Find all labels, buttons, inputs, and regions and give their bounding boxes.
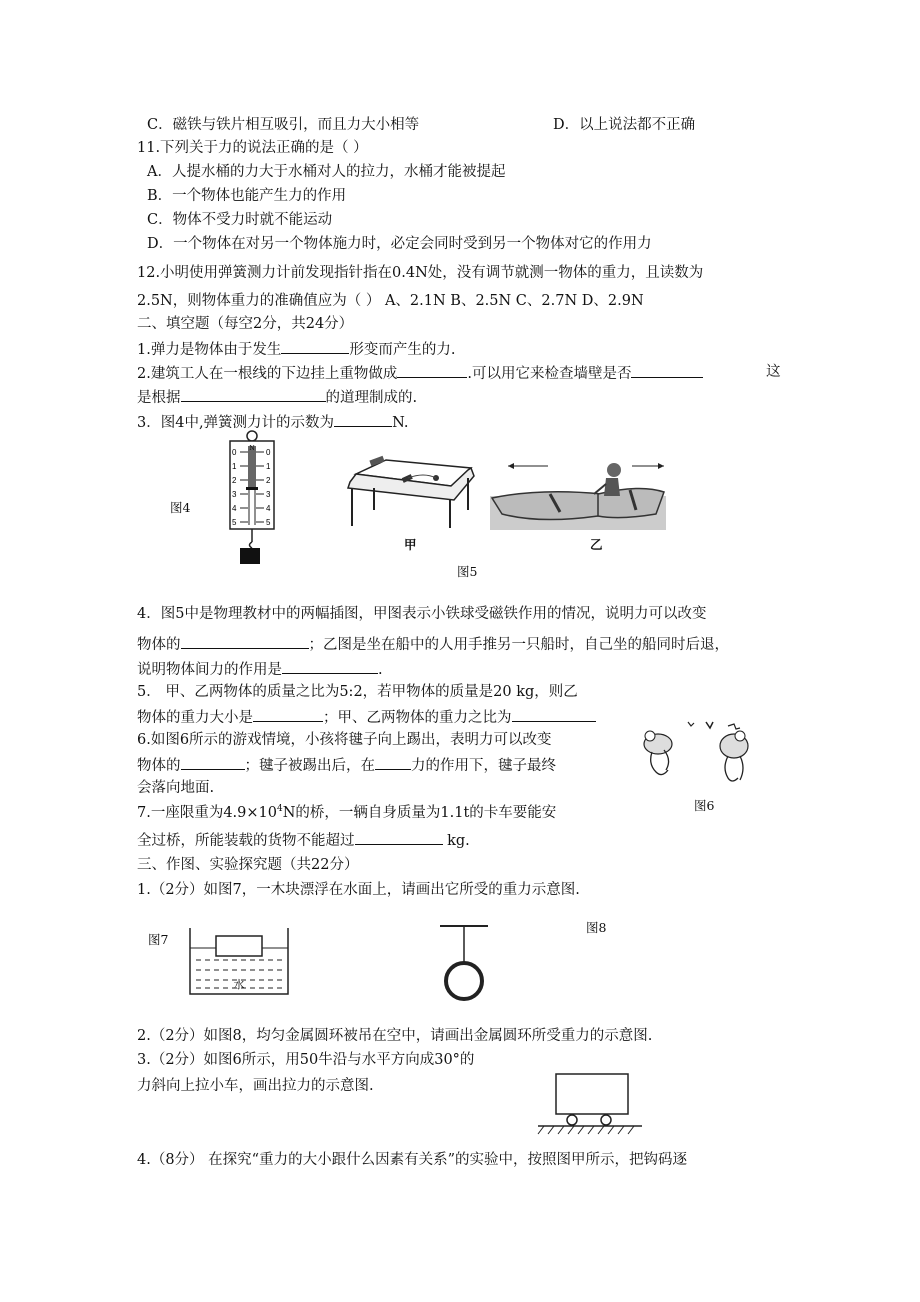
fill5-line1: 5． 甲、乙两物体的质量之比为5:2，若甲物体的质量是20 kg，则乙 [137, 684, 578, 700]
fill4-line2 [137, 633, 729, 655]
fill1-blank[interactable] [281, 338, 349, 354]
scale-num: 3 [232, 490, 237, 499]
spring-scale-figure [218, 430, 280, 568]
scale-num: 5 [232, 518, 237, 527]
fill7-text-b: N的桥，一辆自身质量为1.1t的卡车要能安 [282, 805, 557, 821]
fill2-blank1[interactable] [397, 362, 467, 378]
fill6-line2 [137, 754, 556, 776]
fill4-blank1[interactable] [181, 633, 309, 649]
fill7-line2 [137, 829, 470, 851]
fill6-line3: 会落向地面. [137, 780, 215, 796]
fig5-yi-boats [490, 454, 666, 532]
fill2-blank2[interactable] [631, 362, 703, 378]
fill6-blank2[interactable] [375, 754, 411, 770]
fill5-blank1[interactable] [253, 706, 323, 722]
scale-num: 0 [266, 448, 271, 457]
fig5-jia-label: 甲 [404, 537, 417, 552]
fill7-text-c: 全过桥，所能装载的货物不能超过 [137, 833, 355, 849]
draw-q4: 4.（8分） 在探究“重力的大小跟什么因素有关系”的实验中，按照图甲所示，把钩码逐 [137, 1152, 687, 1168]
fig5-caption: 图5 [457, 564, 478, 579]
q11-option-c: C．物体不受力时就不能运动 [147, 212, 333, 228]
scale-num: 5 [266, 518, 271, 527]
section3-title: 三、作图、实验探究题（共22分） [137, 857, 359, 873]
fill7-blank[interactable] [355, 829, 443, 845]
fill4-text-e: . [378, 662, 383, 678]
fill1-text-b: 形变而产生的力. [349, 342, 456, 358]
fill3-text-a: 3．图4中,弹簧测力计的示数为 [137, 415, 335, 431]
fill3-blank[interactable] [334, 411, 392, 427]
fill2-text-a: 2.建筑工人在一根线的下边挂上重物做成 [137, 366, 398, 382]
section2-title: 二、填空题（每空2分，共24分） [137, 316, 354, 332]
fill5-blank2[interactable] [512, 706, 596, 722]
fig4-caption: 图4 [170, 500, 191, 515]
fill4-text-c: ；乙图是坐在船中的人用手推另一只船时，自己坐的船同时后退， [308, 637, 729, 653]
fill2-line1 [137, 362, 703, 384]
fig8-hanging-ring [432, 918, 496, 1006]
fig7-beaker-water [186, 926, 292, 996]
q11-stem: 11.下列关于力的说法正确的是（ ） [137, 140, 368, 156]
fill5-text-c: ；甲、乙两物体的重力之比为 [323, 710, 512, 726]
fill1-text-a: 1.弹力是物体由于发生 [137, 342, 282, 358]
fill7-exponent: 4 [277, 804, 283, 815]
scale-num: 4 [266, 504, 271, 513]
fill7-text-d: kg. [442, 833, 470, 849]
fill2-text-d: 是根据 [137, 390, 181, 406]
fill4-text-b: 物体的 [137, 637, 181, 653]
fig6-kids-shuttlecock [636, 714, 766, 790]
fill4-line3 [137, 658, 383, 680]
fill6-blank1[interactable] [181, 754, 245, 770]
q12-line2: 2.5N，则物体重力的准确值应为（ ） A、2.1N B、2.5N C、2.7N D、2.9N [137, 293, 644, 309]
cart-on-ground-figure [534, 1070, 646, 1140]
scale-num: 1 [232, 462, 237, 471]
fill4-text-d: 说明物体间力的作用是 [137, 662, 282, 678]
fill5-text-b: 物体的重力大小是 [137, 710, 253, 726]
fill2-line2 [137, 386, 417, 408]
q10-option-d: D．以上说法都不正确 [553, 117, 696, 133]
fill7-text-a: 7.一座限重为4.9×10 [137, 805, 277, 821]
fill4-blank2[interactable] [282, 658, 378, 674]
scale-num: 1 [266, 462, 271, 471]
q12-line1: 12.小明使用弹簧测力计前发现指针指在0.4N处，没有调节就测一物体的重力，且读数为 [137, 265, 704, 281]
q10-option-c: C．磁铁与铁片相互吸引，而且力大小相等 [147, 117, 420, 133]
q11-option-b: B．一个物体也能产生力的作用 [147, 188, 347, 204]
fill2-blank3[interactable] [181, 386, 326, 402]
fig8-caption: 图8 [586, 920, 607, 935]
draw-q3-line2: 力斜向上拉小车，画出拉力的示意图. [137, 1078, 374, 1094]
fill3-text-b: N. [392, 415, 409, 431]
fill2-text-c: 这 [766, 364, 781, 380]
scale-num: 2 [232, 476, 237, 485]
fig7-water-label: 水 [233, 978, 245, 991]
fill7-line1 [137, 803, 556, 823]
fig5-yi-label: 乙 [590, 537, 603, 552]
scale-num: 0 [232, 448, 237, 457]
fig7-caption: 图7 [148, 932, 169, 947]
fill6-line1: 6.如图6所示的游戏情境，小孩将毽子向上踢出，表明力可以改变 [137, 732, 552, 748]
fill2-text-e: 的道理制成的. [325, 390, 418, 406]
draw-q2: 2.（2分）如图8，均匀金属圆环被吊在空中，请画出金属圆环所受重力的示意图. [137, 1028, 653, 1044]
fill4-line1: 4．图5中是物理教材中的两幅插图，甲图表示小铁球受磁铁作用的情况，说明力可以改变 [137, 606, 707, 622]
fill6-text-b: 物体的 [137, 758, 181, 774]
scale-num: 3 [266, 490, 271, 499]
q11-option-a: A．人提水桶的力大于水桶对人的拉力，水桶才能被提起 [147, 164, 506, 180]
fill2-text-b: .可以用它来检查墙壁是否 [467, 366, 632, 382]
fig6-caption: 图6 [694, 798, 715, 813]
fill6-text-c: ；毽子被踢出后，在 [244, 758, 375, 774]
fill5-line2 [137, 706, 596, 728]
fill1 [137, 338, 455, 360]
scale-num: 4 [232, 504, 237, 513]
draw-q1: 1.（2分）如图7，一木块漂浮在水面上，请画出它所受的重力示意图. [137, 882, 580, 898]
q11-option-d: D．一个物体在对另一个物体施力时，必定会同时受到另一个物体对它的作用力 [147, 236, 652, 252]
fill6-text-d: 力的作用下，毽子最终 [411, 758, 556, 774]
fig5-jia-table-magnet [346, 452, 476, 530]
scale-unit-label: N [249, 445, 255, 452]
draw-q3-line1: 3.（2分）如图6所示，用50牛沿与水平方向成30°的 [137, 1052, 475, 1068]
scale-num: 2 [266, 476, 271, 485]
